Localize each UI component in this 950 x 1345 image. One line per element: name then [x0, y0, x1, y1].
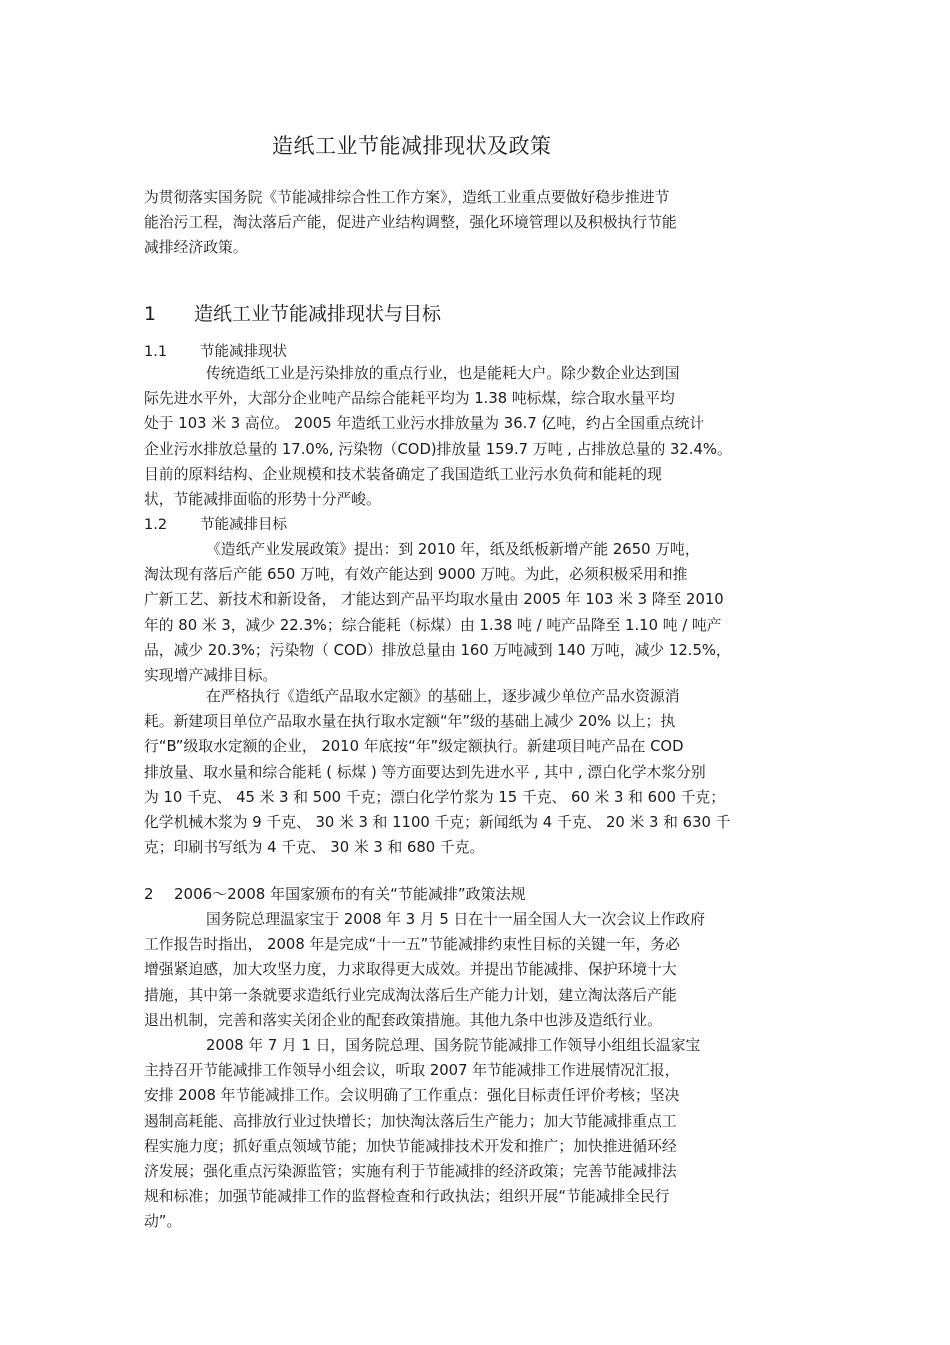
- text-line: 传统造纸工业是污染排放的重点行业，也是能耗大户。除少数企业达到国: [206, 365, 680, 382]
- text-line: 为贯彻落实国务院《节能减排综合性工作方案》，造纸工业重点要做好稳步推进节: [144, 189, 670, 206]
- text-line: 措施，其中第一条就要求造纸行业完成淘汰落后生产能力计划，建立淘汰落后产能: [144, 986, 677, 1004]
- text-line: 《造纸产业发展政策》提出：到 2010 年，纸及纸板新增产能 2650 万吨，: [206, 541, 700, 558]
- section-1-heading: [144, 299, 441, 326]
- text-line: 减排经济政策。: [144, 239, 248, 257]
- subsection-1-1-heading: [144, 340, 287, 361]
- text-line: 际先进水平外，大部分企业吨产品综合能耗平均为 1.38 吨标煤，综合取水量平均: [144, 390, 675, 408]
- subsection-title: 节能减排现状: [200, 344, 287, 360]
- text-line: 广新工艺、新技术和新设备， 才能达到产品平均取水量由 2005 年 103 米 3 降至 2010: [144, 591, 724, 609]
- section-number: 2: [144, 885, 154, 903]
- text-line: 淘汰现有落后产能 650 万吨，有效产能达到 9000 万吨。为此，必须积极采用和推: [144, 566, 688, 584]
- text-line: 增强紧迫感，加大攻坚力度，力求取得更大成效。并提出节能减排、保护环境十大: [144, 961, 677, 979]
- text-line: 状，节能减排面临的形势十分严峻。: [144, 490, 381, 508]
- policy-paragraph-1: [144, 907, 824, 1033]
- text-line: 实现增产减排目标。: [144, 666, 278, 684]
- text-line: 在严格执行《造纸产品取水定额》的基础上，逐步减少单位产品水资源消: [206, 688, 680, 705]
- target-paragraph-1: [144, 537, 824, 688]
- subsection-number: 1.1: [144, 344, 168, 360]
- target-paragraph-2: [144, 684, 824, 860]
- section-2-heading: [144, 883, 526, 904]
- text-line: 动”。: [144, 1213, 182, 1231]
- text-line: 品，减少 20.3%；污染物（ COD）排放总量由 160 万吨减到 140 万吨，减少 12.5%，: [144, 641, 731, 659]
- text-line: 耗。新建项目单位产品取水量在执行取水定额“年”级的基础上减少 20% 以上；执: [144, 713, 676, 731]
- intro-paragraph: [144, 185, 824, 261]
- text-line: 年的 80 米 3，减少 22.3%；综合能耗（标煤）由 1.38 吨 / 吨产品降至 1.10 吨 / 吨产: [144, 616, 722, 634]
- status-paragraph: [144, 361, 824, 512]
- text-line: 排放量、取水量和综合能耗 ( 标煤 ) 等方面要达到先进水平 , 其中 , 漂白化学木浆分别: [144, 763, 706, 781]
- subsection-title: 节能减排目标: [200, 517, 287, 533]
- text-line: 能治污工程，淘汰落后产能，促进产业结构调整，强化环境管理以及积极执行节能: [144, 214, 677, 232]
- text-line: 行“B”级取水定额的企业， 2010 年底按“年”级定额执行。新建项目吨产品在 COD: [144, 738, 684, 756]
- subsection-1-2-heading: [144, 513, 287, 534]
- text-line: 国务院总理温家宝于 2008 年 3 月 5 日在十一届全国人大一次会议上作政府: [206, 911, 706, 928]
- text-line: 遏制高耗能、高排放行业过快增长；加快淘汰落后生产能力；加大节能减排重点工: [144, 1112, 677, 1130]
- section-number: 1: [144, 303, 157, 325]
- document-title: 造纸工业节能减排现状及政策: [272, 134, 552, 158]
- text-line: 目前的原料结构、企业规模和技术装备确定了我国造纸工业污水负荷和能耗的现: [144, 465, 662, 483]
- text-line: 处于 103 米 3 高位。 2005 年造纸工业污水排放量为 36.7 亿吨，约占全国重点统计: [144, 415, 705, 433]
- text-line: 2008 年 7 月 1 日，国务院总理、国务院节能减排工作领导小组组长温家宝: [206, 1037, 701, 1054]
- text-line: 规和标准；加强节能减排工作的监督检查和行政执法；组织开展“节能减排全民行: [144, 1188, 670, 1206]
- subsection-number: 1.2: [144, 517, 168, 533]
- section-title: 2006～2008 年国家颁布的有关“节能减排”政策法规: [174, 885, 526, 903]
- text-line: 工作报告时指出， 2008 年是完成“十一五”节能减排约束性目标的关键一年，务必: [144, 936, 680, 954]
- text-line: 济发展；强化重点污染源监管；实施有利于节能减排的经济政策；完善节能减排法: [144, 1162, 677, 1180]
- text-line: 主持召开节能减排工作领导小组会议，听取 2007 年节能减排工作进展情况汇报，: [144, 1062, 680, 1080]
- section-title: 造纸工业节能减排现状与目标: [194, 303, 442, 325]
- text-line: 退出机制，完善和落实关闭企业的配套政策措施。其他九条中也涉及造纸行业。: [144, 1011, 662, 1029]
- text-line: 安排 2008 年节能减排工作。会议明确了工作重点：强化目标责任评价考核；坚决: [144, 1087, 680, 1105]
- text-line: 化学机械木浆为 9 千克、 30 米 3 和 1100 千克；新闻纸为 4 千克、 20 米 3 和 630 千: [144, 813, 731, 831]
- text-line: 企业污水排放总量的 17.0%, 污染物（COD)排放量 159.7 万吨 , 占排放总量的 32.4%。: [144, 440, 732, 458]
- text-line: 程实施力度；抓好重点领域节能；加快节能减排技术开发和推广；加快推进循环经: [144, 1137, 677, 1155]
- policy-paragraph-2: [144, 1033, 824, 1235]
- text-line: 为 10 千克、 45 米 3 和 500 千克；漂白化学竹浆为 15 千克、 60 米 3 和 600 千克；: [144, 788, 726, 806]
- text-line: 克；印刷书写纸为 4 千克、 30 米 3 和 680 千克。: [144, 839, 485, 857]
